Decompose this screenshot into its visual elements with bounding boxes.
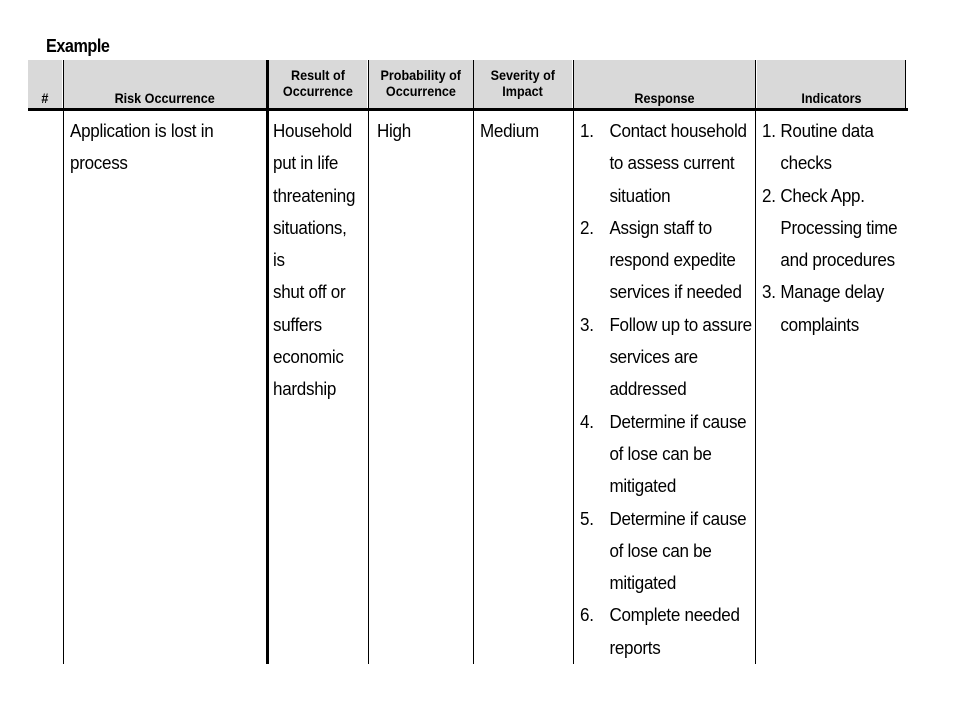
col-divider xyxy=(573,60,574,664)
list-item-line: of lose can be xyxy=(609,442,712,464)
risk-table xyxy=(28,60,908,664)
list-item-line: Check App. xyxy=(780,184,865,206)
list-item-line: to assess current xyxy=(609,152,735,174)
list-item-line: Determine if cause xyxy=(609,410,747,432)
list-item-line: Contact household xyxy=(609,120,747,141)
list-item-line: Processing time xyxy=(780,216,898,238)
list-item-line: Determine if cause xyxy=(609,507,747,529)
list-item xyxy=(580,115,764,212)
col-divider xyxy=(905,60,906,110)
list-item-line: services if needed xyxy=(609,281,742,303)
list-number: 3. xyxy=(762,281,776,303)
header-num: # xyxy=(28,60,62,108)
header-result-of-occurrence: Result of Occurrence xyxy=(268,60,367,108)
header-risk-occurrence: Risk Occurrence xyxy=(64,60,266,108)
list-item-line: mitigated xyxy=(609,475,677,497)
cell-risk-occurrence xyxy=(70,115,264,180)
response-list xyxy=(580,115,764,664)
text-line: situations, is xyxy=(273,216,347,271)
page-title: Example xyxy=(46,36,110,56)
list-item-line: Complete needed xyxy=(609,604,740,626)
col-divider xyxy=(63,60,64,664)
col-divider xyxy=(368,60,369,664)
list-item-line: addressed xyxy=(609,378,687,400)
list-item xyxy=(762,115,909,180)
probability-value: High xyxy=(377,120,411,141)
list-item-line: mitigated xyxy=(609,572,677,594)
list-number: 1. xyxy=(762,120,776,141)
list-item xyxy=(580,503,764,600)
list-item-line: situation xyxy=(609,184,671,206)
text-line: economic xyxy=(273,346,344,368)
header-probability: Probability of Occurrence xyxy=(369,60,473,108)
text-line: Application is lost in xyxy=(70,120,214,141)
text-line: hardship xyxy=(273,378,337,400)
list-item-line: complaints xyxy=(780,313,860,335)
severity-value: Medium xyxy=(480,120,539,141)
text-line: suffers xyxy=(273,313,322,335)
list-item xyxy=(762,180,909,277)
col-divider xyxy=(266,60,269,664)
list-number: 2. xyxy=(580,216,594,238)
text-line: Household xyxy=(273,120,352,141)
risk-text xyxy=(70,115,213,180)
list-number: 4. xyxy=(580,410,594,432)
list-item-line: reports xyxy=(609,636,661,658)
header-response: Response xyxy=(574,60,755,108)
text-line: threatening xyxy=(273,184,356,206)
list-item xyxy=(580,406,764,503)
cell-response xyxy=(580,115,756,664)
list-number: 3. xyxy=(580,313,594,335)
list-number: 6. xyxy=(580,604,594,626)
list-item-line: Assign staff to xyxy=(609,216,712,238)
cell-probability xyxy=(377,115,471,147)
cell-result xyxy=(273,115,367,406)
text-line: shut off or xyxy=(273,281,346,303)
list-item-line: of lose can be xyxy=(609,539,712,561)
list-item-line: respond expedite xyxy=(609,249,736,271)
result-text xyxy=(273,115,359,406)
header-rule xyxy=(28,108,908,111)
col-divider xyxy=(473,60,474,664)
list-item-line: Routine data xyxy=(780,120,874,141)
text-line: put in life xyxy=(273,152,339,174)
indicators-list xyxy=(762,115,909,341)
list-item-line: checks xyxy=(780,152,832,174)
list-item xyxy=(762,276,909,341)
text-line: process xyxy=(70,152,128,174)
list-number: 1. xyxy=(580,120,594,141)
list-item-line: Manage delay xyxy=(780,281,885,303)
list-item xyxy=(580,212,764,309)
list-item-line: Follow up to assure xyxy=(609,313,752,335)
list-item-line: services are xyxy=(609,346,698,368)
header-severity: Severity of Impact xyxy=(474,60,572,108)
cell-severity xyxy=(480,115,572,147)
list-item xyxy=(580,309,764,406)
list-item-line: and procedures xyxy=(780,249,895,271)
header-indicators: Indicators xyxy=(757,60,906,108)
list-number: 5. xyxy=(580,507,594,529)
list-item xyxy=(580,599,764,664)
list-number: 2. xyxy=(762,184,776,206)
cell-indicators xyxy=(762,115,908,341)
